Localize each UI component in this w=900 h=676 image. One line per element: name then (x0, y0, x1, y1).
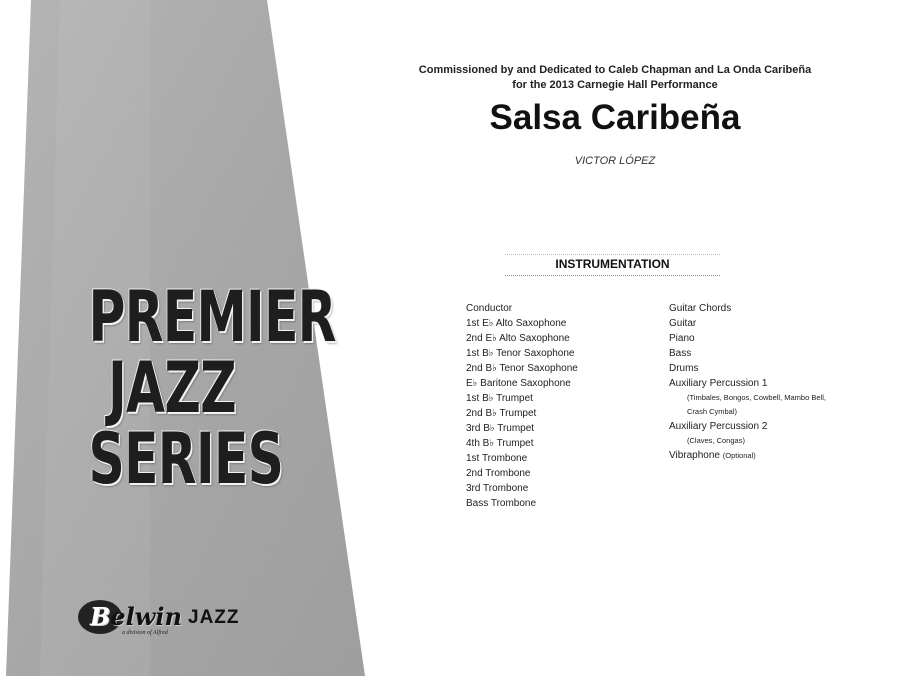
logo-jazz-text: JAZZ (188, 607, 240, 628)
instrument-detail-note: Crash Cymbal) (687, 407, 738, 416)
instrument-optional-note: (Optional) (722, 451, 756, 460)
instrument-item: 1st B♭ Tenor Saxophone (466, 348, 575, 359)
instrument-item: E♭ Baritone Saxophone (466, 378, 571, 389)
instrument-item (669, 331, 826, 346)
logo-belwin-text (90, 602, 182, 631)
instrument-item: 1st Trombone (466, 453, 528, 464)
series-title-line-3: SERIES (88, 418, 284, 500)
instrument-name: Vibraphone (669, 450, 720, 461)
instrument-item: 3rd B♭ Trumpet (466, 423, 535, 434)
instrument-name: Drums (669, 363, 699, 374)
piece-title: Salsa Caribeña (489, 98, 741, 137)
instrumentation-left-column (466, 301, 578, 511)
instrument-detail-note: (Timbales, Bongos, Cowbell, Mambo Bell, (687, 393, 826, 402)
commission-line-2: for the 2013 Carnegie Hall Performance (512, 79, 718, 91)
instrument-item (669, 301, 826, 316)
composer-name: VICTOR LÓPEZ (574, 155, 656, 167)
instrument-name: Auxiliary Percussion 1 (669, 378, 768, 389)
series-title-line-1: PREMIER (88, 276, 336, 358)
instrument-item (669, 419, 826, 448)
instrument-item (669, 346, 826, 361)
commission-line-1: Commissioned by and Dedicated to Caleb Chapman and La Onda Caribeña (418, 64, 812, 76)
logo-subtitle: a division of Alfred (122, 630, 168, 636)
instrument-item: 2nd E♭ Alto Saxophone (466, 333, 570, 344)
instrument-item (669, 376, 826, 419)
instrument-item: 3rd Trombone (466, 483, 529, 494)
instrument-item: 2nd Trombone (466, 468, 531, 479)
series-title-line-2: JAZZ (108, 347, 236, 429)
series-title (88, 276, 336, 500)
instrument-item: Bass Trombone (466, 498, 537, 509)
logo-belwin-rest: elwin (110, 602, 182, 631)
instrument-name: Bass (669, 348, 692, 359)
instrument-item: 2nd B♭ Tenor Saxophone (466, 363, 578, 374)
instrument-detail-note: (Claves, Congas) (687, 436, 745, 445)
instrument-item (669, 448, 826, 463)
instrument-name: Guitar Chords (669, 303, 732, 314)
instrument-item: 1st E♭ Alto Saxophone (466, 318, 567, 329)
commission-note (370, 63, 860, 93)
instrument-item: Conductor (466, 303, 513, 314)
instrument-item (669, 316, 826, 331)
instrument-name: Piano (669, 333, 695, 344)
instrument-item (669, 361, 826, 376)
instrumentation-heading: INSTRUMENTATION (505, 254, 720, 276)
instrument-item: 4th B♭ Trumpet (466, 438, 534, 449)
instrument-item: 2nd B♭ Trumpet (466, 408, 537, 419)
instrument-name: Auxiliary Percussion 2 (669, 421, 768, 432)
instrument-name: Guitar (669, 318, 697, 329)
instrumentation-right-column (669, 301, 826, 463)
logo-belwin-initial: B (90, 602, 111, 631)
belwin-jazz-logo (78, 598, 258, 642)
instrument-item: 1st B♭ Trumpet (466, 393, 533, 404)
